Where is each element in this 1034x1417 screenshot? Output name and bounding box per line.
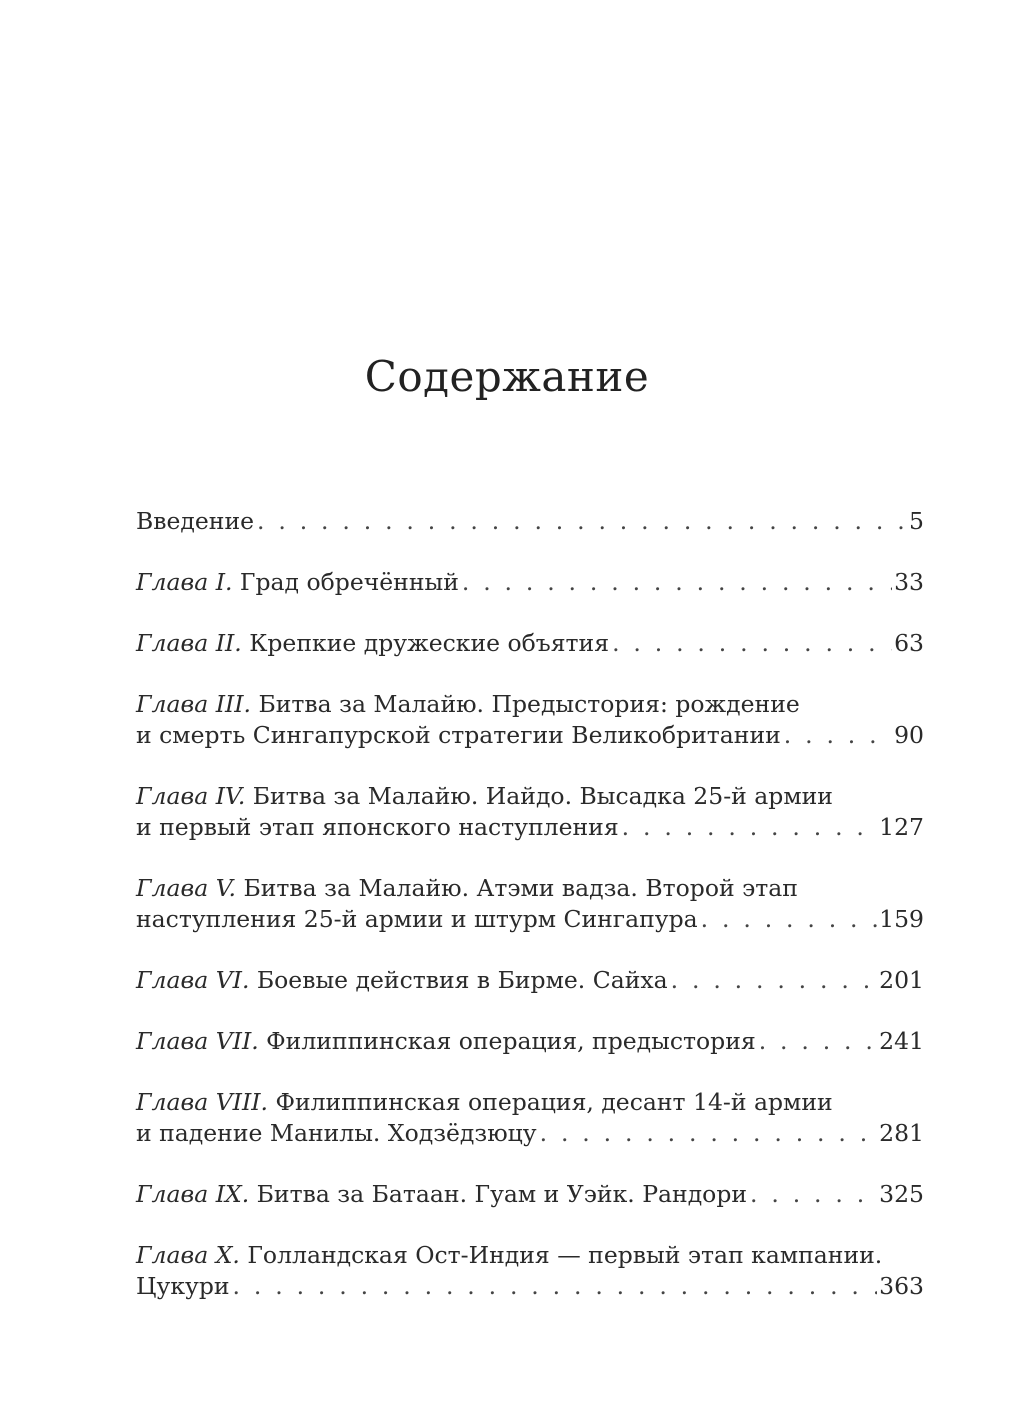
- chapter-title: Введение: [136, 507, 255, 535]
- chapter-label: Глава V.: [136, 874, 237, 902]
- toc-entry-text: [136, 812, 619, 843]
- toc-entry-line: [136, 567, 924, 598]
- page-number: 127: [879, 813, 924, 841]
- toc-entry-text: [136, 1271, 230, 1302]
- toc-entry-line: [136, 720, 924, 751]
- chapter-title: Град обречённый: [232, 568, 459, 596]
- chapter-label: Глава IX.: [136, 1180, 250, 1208]
- page-number: 363: [879, 1272, 924, 1300]
- toc-entry-line: [136, 781, 924, 812]
- toc-entry-text: [136, 873, 798, 904]
- dot-leader: [701, 904, 877, 935]
- toc-entry-line: [136, 506, 924, 537]
- page-number: 63: [894, 629, 924, 657]
- toc-entry-text: [136, 720, 781, 751]
- toc-entry-line: [136, 1026, 924, 1057]
- chapter-title: Крепкие дружеские объятия: [241, 629, 610, 657]
- toc-entry-line: [136, 1087, 924, 1118]
- chapter-title: Боевые действия в Бирме. Сайха: [249, 966, 668, 994]
- toc-entry-text: [136, 628, 609, 659]
- toc-entry: [136, 506, 924, 537]
- dot-leader: [462, 567, 892, 598]
- toc-entry-text: [136, 567, 459, 598]
- dot-leader: [612, 628, 892, 659]
- toc-entry-line: [136, 1118, 924, 1149]
- dot-leader: [622, 812, 877, 843]
- toc-entry-text: [136, 1179, 747, 1210]
- dot-leader: [233, 1271, 878, 1302]
- toc-entry-text: [136, 1118, 537, 1149]
- chapter-title: Битва за Малайю. Предыстория: рождение: [251, 690, 800, 718]
- chapter-title: Филиппинская операция, предыстория: [258, 1027, 756, 1055]
- toc-entry: [136, 873, 924, 935]
- toc-entry-line: [136, 628, 924, 659]
- chapter-title: Филиппинская операция, десант 14-й армии: [267, 1088, 833, 1116]
- toc-entry-text: [136, 781, 833, 812]
- page-number: 241: [879, 1027, 924, 1055]
- chapter-title: и первый этап японского наступления: [136, 813, 619, 841]
- dot-leader: [540, 1118, 878, 1149]
- toc-entry: [136, 567, 924, 598]
- dot-leader: [750, 1179, 877, 1210]
- toc-entry-text: [136, 965, 668, 996]
- toc-entry-text: [136, 904, 698, 935]
- toc-entry: [136, 1026, 924, 1057]
- toc-entry-line: [136, 812, 924, 843]
- chapter-label: Глава III.: [136, 690, 252, 718]
- chapter-title: Битва за Малайю. Атэми вадза. Второй этап: [236, 874, 798, 902]
- toc-entry: [136, 1240, 924, 1302]
- page-number: 90: [894, 721, 924, 749]
- toc-entry: [136, 1087, 924, 1149]
- toc-entry-text: [136, 689, 800, 720]
- page-number: 325: [879, 1180, 924, 1208]
- toc-entry: [136, 965, 924, 996]
- table-of-contents: [136, 506, 924, 1332]
- toc-entry-text: [136, 506, 254, 537]
- page-title: Содержание: [364, 352, 650, 401]
- toc-entry: [136, 781, 924, 843]
- chapter-label: Глава II.: [136, 629, 242, 657]
- toc-entry-line: [136, 873, 924, 904]
- chapter-label: Глава X.: [136, 1241, 240, 1269]
- chapter-title: наступления 25-й армии и штурм Сингапура: [136, 905, 698, 933]
- dot-leader: [759, 1026, 877, 1057]
- toc-entry: [136, 1179, 924, 1210]
- chapter-title: Битва за Батаан. Гуам и Уэйк. Рандори: [249, 1180, 748, 1208]
- toc-entry: [136, 628, 924, 659]
- toc-entry-line: [136, 965, 924, 996]
- dot-leader: [671, 965, 878, 996]
- page-number: 281: [879, 1119, 924, 1147]
- chapter-label: Глава IV.: [136, 782, 246, 810]
- page-number: 159: [879, 905, 924, 933]
- toc-entry-line: [136, 1271, 924, 1302]
- toc-entry-line: [136, 689, 924, 720]
- toc-entry-line: [136, 904, 924, 935]
- chapter-label: Глава VI.: [136, 966, 250, 994]
- chapter-label: Глава I.: [136, 568, 233, 596]
- dot-leader: [257, 506, 907, 537]
- toc-entry-text: [136, 1240, 882, 1271]
- chapter-label: Глава VIII.: [136, 1088, 268, 1116]
- dot-leader: [784, 720, 892, 751]
- toc-entry-text: [136, 1026, 756, 1057]
- chapter-label: Глава VII.: [136, 1027, 259, 1055]
- toc-entry-line: [136, 1240, 924, 1271]
- chapter-title: Голландская Ост-Индия — первый этап кампании.: [239, 1241, 883, 1269]
- page-number: 5: [909, 507, 924, 535]
- chapter-title: Цукури: [136, 1272, 230, 1300]
- toc-entry-line: [136, 1179, 924, 1210]
- chapter-title: и смерть Сингапурской стратегии Великобритании: [136, 721, 781, 749]
- toc-entry: [136, 689, 924, 751]
- chapter-title: и падение Манилы. Ходзёдзюцу: [136, 1119, 537, 1147]
- page-number: 33: [894, 568, 924, 596]
- page-number: 201: [879, 966, 924, 994]
- toc-entry-text: [136, 1087, 833, 1118]
- chapter-title: Битва за Малайю. Иайдо. Высадка 25-й армии: [245, 782, 833, 810]
